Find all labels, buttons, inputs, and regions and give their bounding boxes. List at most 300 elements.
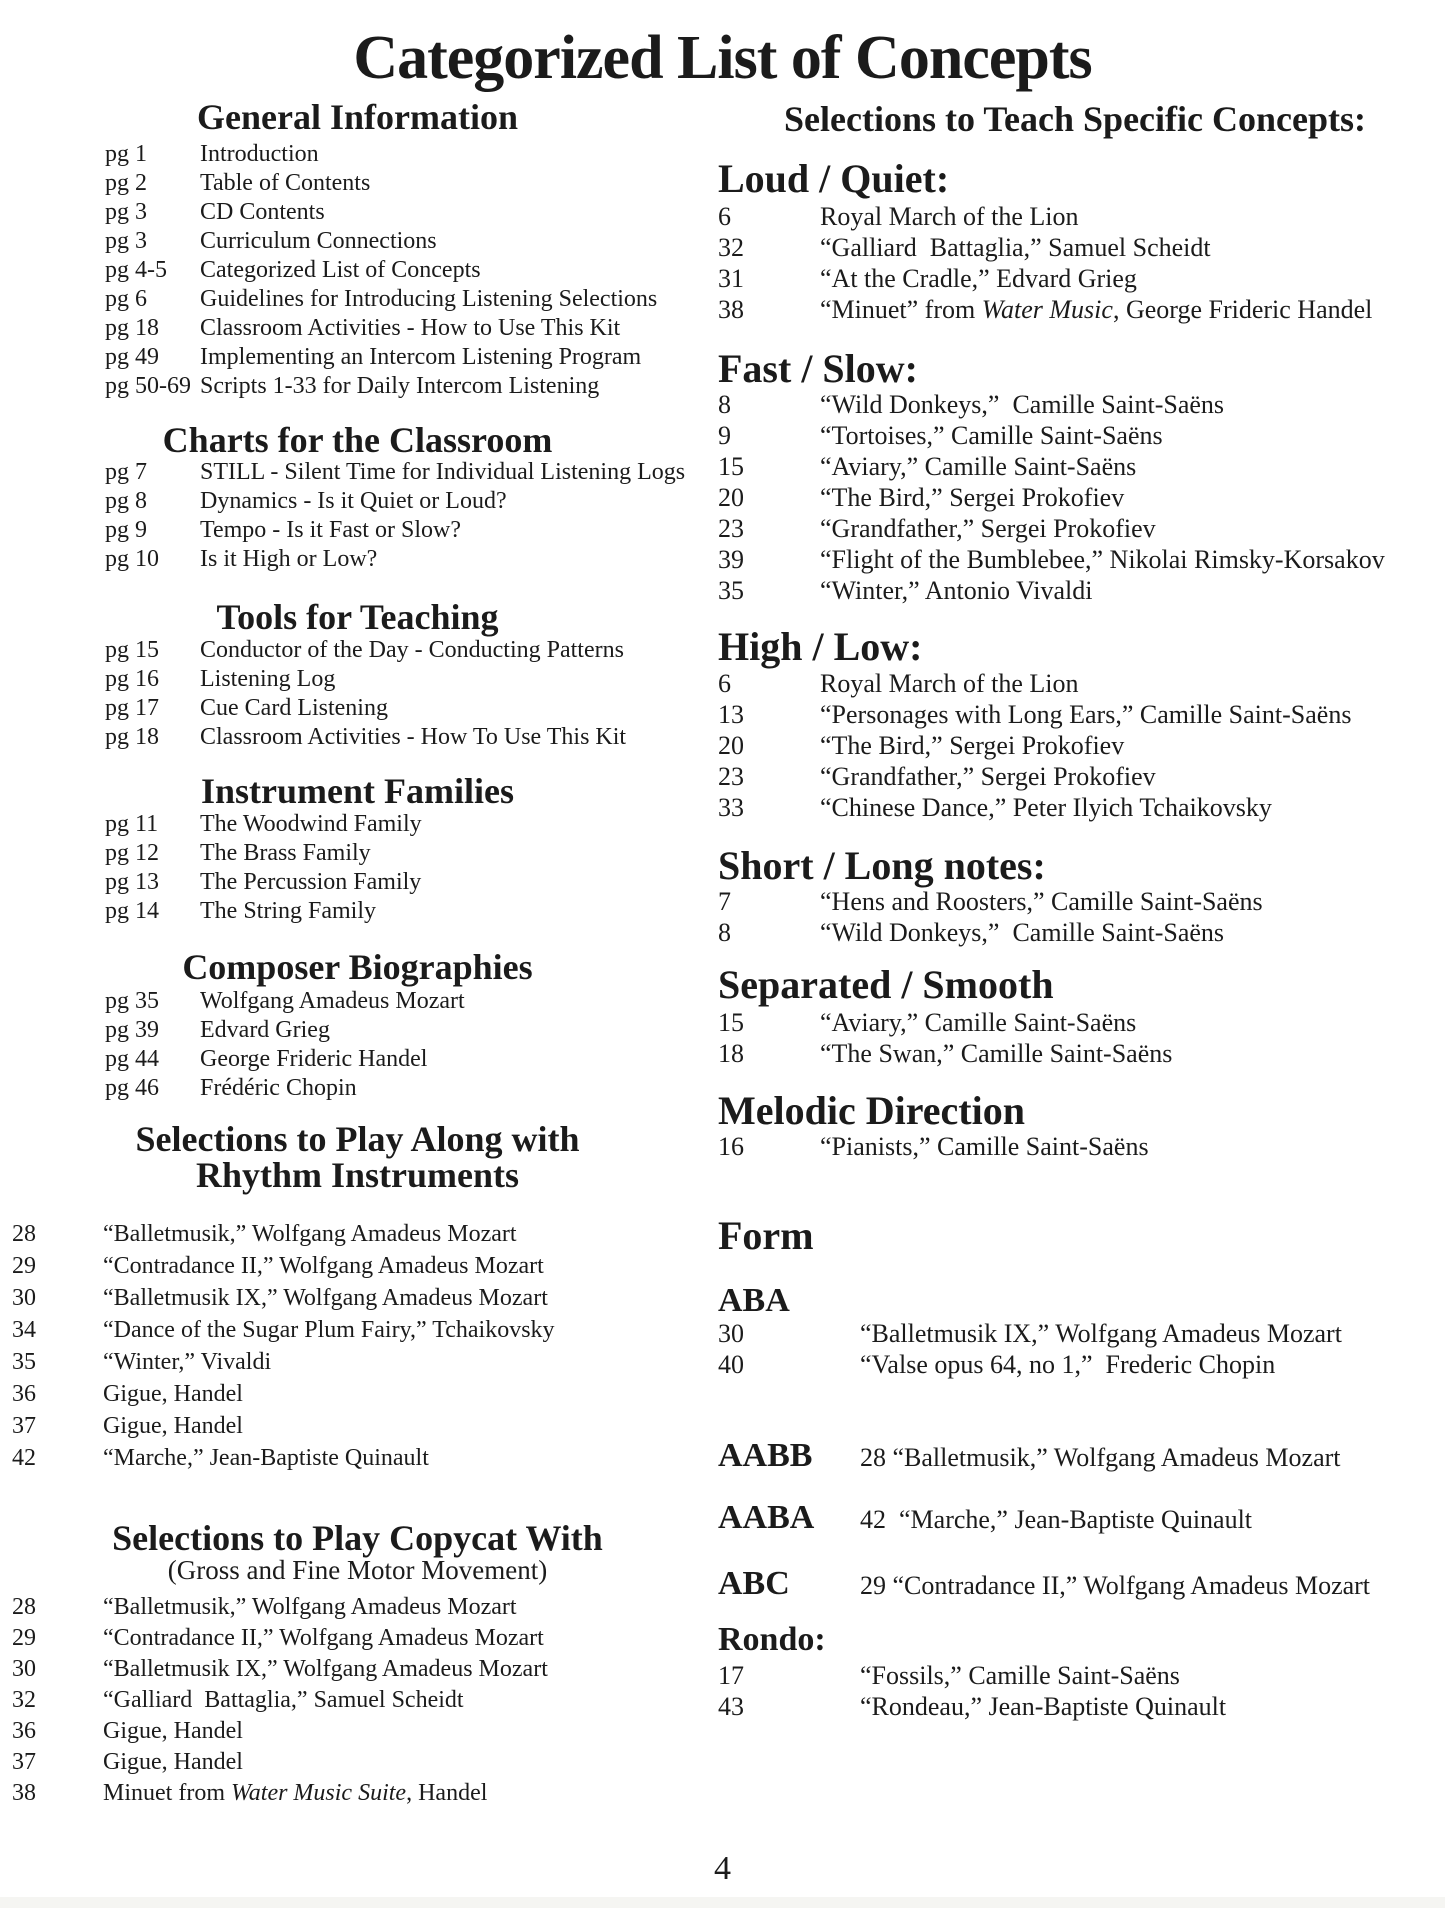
item-title-segment: “Galliard Battaglia,” Samuel Scheidt (820, 233, 1211, 262)
list-item (105, 1016, 465, 1045)
item-title-segment: Classroom Activities - How To Use This Kit (200, 724, 627, 750)
item-title (200, 695, 388, 721)
list-item (105, 545, 685, 574)
item-title-segment: “Contradance II,” Wolfgang Amadeus Mozart (103, 1253, 544, 1279)
item-title-segment: Classroom Activities - How to Use This Kit (200, 315, 621, 341)
item-track-number: 20 (718, 483, 744, 512)
item-title-segment: “Wild Donkeys,” Camille Saint-Saëns (820, 918, 1225, 947)
list-item (718, 482, 1385, 513)
section-heading-general-information: General Information (197, 97, 518, 137)
item-track-number: 15 (718, 1008, 744, 1037)
page-bottom-edge (0, 1897, 1445, 1908)
list-item (105, 897, 422, 926)
item-page-label: pg 3 (105, 228, 147, 254)
item-title (200, 840, 371, 866)
heading-line-2: Rhythm Instruments (195, 1155, 520, 1195)
item-title-segment: “Aviary,” Camille Saint-Saëns (820, 1008, 1137, 1037)
item-page-label: pg 44 (105, 1046, 159, 1072)
item-track-number: 38 (12, 1780, 36, 1806)
item-title (103, 1381, 243, 1407)
item-title-segment: Is it High or Low? (200, 546, 378, 572)
item-title (200, 637, 624, 663)
form-row-aabb (718, 1438, 1341, 1476)
item-page-label: pg 15 (105, 637, 159, 663)
item-title (200, 199, 325, 225)
list-item (718, 1038, 1172, 1069)
item-page-label: pg 50-69 (105, 373, 191, 399)
item-title (820, 700, 1351, 729)
section-heading-instrument-families: Instrument Families (201, 771, 514, 811)
item-title-segment: Dynamics - Is it Quiet or Loud? (200, 488, 507, 514)
item-track-number: 6 (718, 202, 731, 231)
item-title (103, 1445, 429, 1471)
item-track-number: 32 (12, 1687, 36, 1713)
item-track-number: 39 (718, 545, 744, 574)
list-item (105, 372, 657, 401)
item-page-label: pg 35 (105, 988, 159, 1014)
item-title-segment: Wolfgang Amadeus Mozart (200, 988, 465, 1014)
list-item (718, 420, 1385, 451)
list-item (12, 1716, 548, 1747)
item-title-italic-segment: Water Music (981, 295, 1113, 324)
item-track-number: 30 (12, 1656, 36, 1682)
item-track-number: 37 (12, 1749, 36, 1775)
list-item (718, 1349, 1342, 1380)
item-title (860, 1692, 1226, 1721)
form-row-abc (718, 1566, 1370, 1604)
list-item (105, 198, 657, 227)
item-title (820, 483, 1124, 512)
item-title (200, 1017, 330, 1043)
item-title-segment: Implementing an Intercom Listening Program (200, 344, 642, 370)
item-title-segment: Conductor of the Day - Conducting Patterns (200, 637, 624, 663)
concept-heading-separated-smooth: Separated / Smooth (718, 962, 1054, 1007)
heading-line-1: Selections to Play Along with (135, 1119, 580, 1159)
list-item (718, 389, 1385, 420)
item-title-segment: Listening Log (200, 666, 336, 692)
item-title-segment: “Balletmusik,” Wolfgang Amadeus Mozart (103, 1594, 517, 1620)
section-heading-copycat: Selections to Play Copycat With (112, 1518, 603, 1558)
list-item (718, 1131, 1149, 1162)
list-item (718, 1007, 1172, 1038)
list-item (12, 1623, 548, 1654)
list-item (105, 140, 657, 169)
item-track-number: 35 (12, 1349, 36, 1375)
section-list-composer-biographies (105, 987, 465, 1103)
item-page-label: pg 8 (105, 488, 147, 514)
list-item (718, 1660, 1226, 1691)
list-item (718, 668, 1351, 699)
form-list-aba (718, 1318, 1342, 1380)
item-title (103, 1687, 464, 1713)
list-item (105, 343, 657, 372)
list-item (718, 761, 1351, 792)
item-track-number: 28 (12, 1221, 36, 1247)
item-page-label: pg 12 (105, 840, 159, 866)
item-title-segment: “Grandfather,” Sergei Prokofiev (820, 514, 1156, 543)
list-item (105, 169, 657, 198)
list-item (718, 1318, 1342, 1349)
item-title (860, 1319, 1342, 1348)
item-title (200, 898, 376, 924)
item-title-segment: Royal March of the Lion (820, 202, 1079, 231)
item-title-segment: The String Family (200, 898, 376, 924)
concept-list-separated-smooth (718, 1007, 1172, 1069)
item-track-number: 31 (718, 264, 744, 293)
list-item (105, 636, 626, 665)
section-subheading-copycat: (Gross and Fine Motor Movement) (167, 1555, 548, 1585)
item-track-number: 38 (718, 295, 744, 324)
item-title (200, 517, 461, 543)
item-title-segment: “Flight of the Bumblebee,” Nikolai Rimsky-Korsakov (820, 545, 1385, 574)
item-title-segment: Cue Card Listening (200, 695, 388, 721)
item-title-segment: Gigue, Handel (103, 1749, 243, 1775)
item-title-segment: “Marche,” Jean-Baptiste Quinault (103, 1445, 429, 1471)
section-heading-composer-biographies: Composer Biographies (182, 947, 533, 987)
item-title-segment: “Aviary,” Camille Saint-Saëns (820, 452, 1137, 481)
item-title-segment: Gigue, Handel (103, 1718, 243, 1744)
item-page-label: pg 6 (105, 286, 147, 312)
item-title (200, 141, 319, 167)
section-list-general-information (105, 140, 657, 401)
item-page-label: pg 46 (105, 1075, 159, 1101)
item-track-number: 29 (12, 1253, 36, 1279)
item-track-number: 17 (718, 1661, 744, 1690)
item-track-number: 37 (12, 1413, 36, 1439)
page-number: 4 (714, 1850, 731, 1887)
item-page-label: pg 1 (105, 141, 147, 167)
item-title (200, 988, 465, 1014)
item-track-number: 40 (718, 1350, 744, 1379)
item-title (200, 228, 437, 254)
item-title (200, 459, 685, 485)
list-item (12, 1685, 548, 1716)
list-item (718, 886, 1263, 917)
concept-heading-fast-slow: Fast / Slow: (718, 346, 918, 391)
list-item (718, 575, 1385, 606)
list-item (12, 1592, 548, 1623)
item-title (820, 918, 1224, 947)
section-list-copycat (12, 1592, 548, 1809)
item-title-segment: Introduction (200, 141, 319, 167)
list-item (105, 487, 685, 516)
list-item (718, 263, 1372, 294)
item-page-label: pg 13 (105, 869, 159, 895)
item-title-segment: “Fossils,” Camille Saint-Saëns (860, 1661, 1180, 1690)
item-title-segment: Categorized List of Concepts (200, 257, 481, 283)
item-title (200, 666, 335, 692)
item-title-segment: “Winter,” Vivaldi (103, 1349, 272, 1375)
item-title-segment: “Valse opus 64, no 1,” Frederic Chopin (860, 1350, 1276, 1379)
item-title-segment: The Woodwind Family (200, 811, 422, 837)
item-title (200, 869, 421, 895)
item-title-segment: “Dance of the Sugar Plum Fairy,” Tchaikovsky (103, 1317, 555, 1343)
item-title (200, 257, 481, 283)
item-page-label: pg 9 (105, 517, 147, 543)
item-title-segment: , George Frideric Handel (1112, 295, 1373, 324)
form-row-text: 28 “Balletmusik,” Wolfgang Amadeus Mozart (860, 1443, 1341, 1472)
item-title (820, 421, 1163, 450)
list-item (105, 227, 657, 256)
item-title-segment: “Personages with Long Ears,” Camille Saint-Saëns (820, 700, 1352, 729)
item-title-segment: “Balletmusik IX,” Wolfgang Amadeus Mozart (103, 1285, 548, 1311)
item-track-number: 8 (718, 390, 731, 419)
item-title-segment: Royal March of the Lion (820, 669, 1079, 698)
item-track-number: 15 (718, 452, 744, 481)
section-heading-charts: Charts for the Classroom (162, 420, 553, 460)
concept-heading-loud-quiet: Loud / Quiet: (718, 156, 950, 201)
item-page-label: pg 18 (105, 724, 159, 750)
item-title (860, 1661, 1180, 1690)
item-page-label: pg 10 (105, 546, 159, 572)
item-title (820, 514, 1156, 543)
list-item (718, 730, 1351, 761)
page-title: Categorized List of Concepts (353, 24, 1092, 92)
item-title (103, 1349, 271, 1375)
item-title-segment: “Pianists,” Camille Saint-Saëns (820, 1132, 1149, 1161)
item-title (820, 233, 1211, 262)
item-title (103, 1625, 544, 1651)
item-track-number: 43 (718, 1692, 744, 1721)
item-track-number: 16 (718, 1132, 744, 1161)
item-title (820, 762, 1156, 791)
item-track-number: 42 (12, 1445, 36, 1471)
form-label-aaba: AABA (718, 1499, 815, 1536)
section-heading-form: Form (718, 1213, 814, 1258)
item-page-label: pg 14 (105, 898, 159, 924)
form-row-aaba (718, 1500, 1252, 1538)
item-title-segment: Gigue, Handel (103, 1413, 243, 1439)
item-track-number: 35 (718, 576, 744, 605)
item-title (820, 1039, 1172, 1068)
item-title (103, 1317, 555, 1343)
item-track-number: 28 (12, 1594, 36, 1620)
item-title-segment: Tempo - Is it Fast or Slow? (200, 517, 461, 543)
item-title-segment: George Frideric Handel (200, 1046, 428, 1072)
item-title-segment: “The Bird,” Sergei Prokofiev (820, 731, 1125, 760)
item-title (820, 264, 1137, 293)
item-page-label: pg 17 (105, 695, 159, 721)
item-track-number: 6 (718, 669, 731, 698)
concept-heading-melodic-direction: Melodic Direction (718, 1088, 1025, 1133)
item-page-label: pg 39 (105, 1017, 159, 1043)
item-title-segment: “Balletmusik IX,” Wolfgang Amadeus Mozart (103, 1656, 548, 1682)
list-item (12, 1250, 555, 1282)
item-track-number: 29 (12, 1625, 36, 1651)
item-track-number: 23 (718, 514, 744, 543)
item-title-segment: “Grandfather,” Sergei Prokofiev (820, 762, 1156, 791)
list-item (12, 1654, 548, 1685)
item-title (820, 669, 1079, 698)
item-title-segment: “The Bird,” Sergei Prokofiev (820, 483, 1125, 512)
list-item (105, 314, 657, 343)
item-track-number: 32 (718, 233, 744, 262)
item-title (103, 1285, 548, 1311)
form-label-aabb: AABB (718, 1437, 813, 1474)
item-title (103, 1221, 517, 1247)
item-title-segment: , Handel (406, 1780, 488, 1806)
item-title-segment: “Balletmusik IX,” Wolfgang Amadeus Mozart (860, 1319, 1342, 1348)
item-title-segment: The Percussion Family (200, 869, 422, 895)
list-item (718, 544, 1385, 575)
section-heading-play-along (85, 1121, 630, 1193)
item-title-segment: “Contradance II,” Wolfgang Amadeus Mozart (103, 1625, 544, 1651)
item-title (820, 887, 1263, 916)
item-title-segment: STILL - Silent Time for Individual Listening Logs (200, 459, 686, 485)
item-title-segment: The Brass Family (200, 840, 371, 866)
item-title-italic-segment: Water Music Suite (230, 1780, 407, 1806)
list-item (12, 1218, 555, 1250)
concept-list-melodic-direction (718, 1131, 1149, 1162)
concept-list-short-long (718, 886, 1263, 948)
item-title-segment: “At the Cradle,” Edvard Grieg (820, 264, 1137, 293)
item-track-number: 30 (718, 1319, 744, 1348)
item-title-segment: Minuet from (103, 1780, 231, 1806)
section-heading-tools: Tools for Teaching (216, 597, 499, 637)
item-title-segment: Scripts 1-33 for Daily Intercom Listening (200, 373, 600, 399)
concept-heading-short-long: Short / Long notes: (718, 843, 1046, 888)
item-title (200, 315, 620, 341)
form-row-text: 29 “Contradance II,” Wolfgang Amadeus Mozart (860, 1571, 1371, 1600)
concept-list-loud-quiet (718, 201, 1372, 325)
item-title (200, 811, 422, 837)
item-title (103, 1253, 544, 1279)
list-item (718, 201, 1372, 232)
list-item (718, 699, 1351, 730)
item-track-number: 9 (718, 421, 731, 450)
item-title (200, 488, 507, 514)
item-title (200, 286, 657, 312)
form-label-aba: ABA (718, 1282, 790, 1319)
section-list-charts (105, 458, 685, 574)
concept-heading-high-low: High / Low: (718, 624, 923, 669)
item-title-segment: Frédéric Chopin (200, 1075, 357, 1101)
item-track-number: 13 (718, 700, 744, 729)
item-title-segment: “The Swan,” Camille Saint-Saëns (820, 1039, 1173, 1068)
item-title (103, 1780, 487, 1806)
list-item (718, 294, 1372, 325)
item-title-segment: Edvard Grieg (200, 1017, 330, 1043)
list-item (12, 1778, 548, 1809)
item-title-segment: Table of Contents (200, 170, 371, 196)
item-title-segment: CD Contents (200, 199, 325, 225)
item-title (200, 546, 377, 572)
list-item (105, 1045, 465, 1074)
item-title (820, 731, 1124, 760)
item-page-label: pg 2 (105, 170, 147, 196)
form-row-text: 42 “Marche,” Jean-Baptiste Quinault (860, 1505, 1253, 1534)
list-item (12, 1282, 555, 1314)
item-page-label: pg 49 (105, 344, 159, 370)
item-title (200, 724, 626, 750)
concept-list-high-low (718, 668, 1351, 823)
item-page-label: pg 11 (105, 811, 159, 837)
section-list-play-along (12, 1218, 555, 1474)
section-list-instrument-families (105, 810, 422, 926)
list-item (105, 256, 657, 285)
item-track-number: 33 (718, 793, 744, 822)
item-track-number: 18 (718, 1039, 744, 1068)
list-item (105, 723, 626, 752)
list-item (12, 1747, 548, 1778)
item-title (820, 1132, 1149, 1161)
item-title-segment: Gigue, Handel (103, 1381, 243, 1407)
item-track-number: 8 (718, 918, 731, 947)
list-item (105, 1074, 465, 1103)
item-track-number: 20 (718, 731, 744, 760)
item-track-number: 30 (12, 1285, 36, 1311)
item-title (820, 390, 1224, 419)
list-item (12, 1314, 555, 1346)
item-track-number: 34 (12, 1317, 36, 1343)
list-item (105, 694, 626, 723)
item-title-segment: “Chinese Dance,” Peter Ilyich Tchaikovsky (820, 793, 1272, 822)
list-item (105, 285, 657, 314)
list-item (718, 513, 1385, 544)
item-page-label: pg 7 (105, 459, 147, 485)
list-item (105, 987, 465, 1016)
item-title (103, 1656, 548, 1682)
item-track-number: 36 (12, 1718, 36, 1744)
item-title (103, 1749, 243, 1775)
item-track-number: 23 (718, 762, 744, 791)
list-item (718, 917, 1263, 948)
item-page-label: pg 4-5 (105, 257, 167, 283)
form-label-rondo: Rondo: (718, 1621, 826, 1658)
concept-list-fast-slow (718, 389, 1385, 606)
item-title-segment: Curriculum Connections (200, 228, 437, 254)
item-title (103, 1413, 243, 1439)
item-title (820, 793, 1272, 822)
item-title (200, 170, 370, 196)
list-item (105, 839, 422, 868)
item-title (820, 576, 1092, 605)
list-item (718, 792, 1351, 823)
item-title-segment: “Tortoises,” Camille Saint-Saëns (820, 421, 1163, 450)
list-item (718, 1691, 1226, 1722)
list-item (105, 516, 685, 545)
form-label-abc: ABC (718, 1565, 790, 1602)
item-page-label: pg 18 (105, 315, 159, 341)
item-title (200, 373, 599, 399)
item-track-number: 36 (12, 1381, 36, 1407)
list-item (12, 1410, 555, 1442)
item-page-label: pg 16 (105, 666, 159, 692)
item-title-segment: “Rondeau,” Jean-Baptiste Quinault (860, 1692, 1227, 1721)
item-title-segment: “Hens and Roosters,” Camille Saint-Saëns (820, 887, 1263, 916)
list-item (12, 1346, 555, 1378)
item-title (103, 1594, 517, 1620)
item-page-label: pg 3 (105, 199, 147, 225)
form-list-rondo (718, 1660, 1226, 1722)
list-item (105, 458, 685, 487)
item-title (820, 295, 1372, 324)
item-title-segment: “Galliard Battaglia,” Samuel Scheidt (103, 1687, 464, 1713)
item-title (820, 545, 1385, 574)
item-title-segment: “Balletmusik,” Wolfgang Amadeus Mozart (103, 1221, 517, 1247)
list-item (718, 451, 1385, 482)
list-item (718, 232, 1372, 263)
list-item (105, 810, 422, 839)
item-title (200, 344, 641, 370)
item-title-segment: “Wild Donkeys,” Camille Saint-Saëns (820, 390, 1225, 419)
item-title (200, 1075, 357, 1101)
item-track-number: 7 (718, 887, 731, 916)
list-item (12, 1442, 555, 1474)
item-title (103, 1718, 243, 1744)
item-title-segment: “Winter,” Antonio Vivaldi (820, 576, 1093, 605)
item-title (820, 1008, 1136, 1037)
